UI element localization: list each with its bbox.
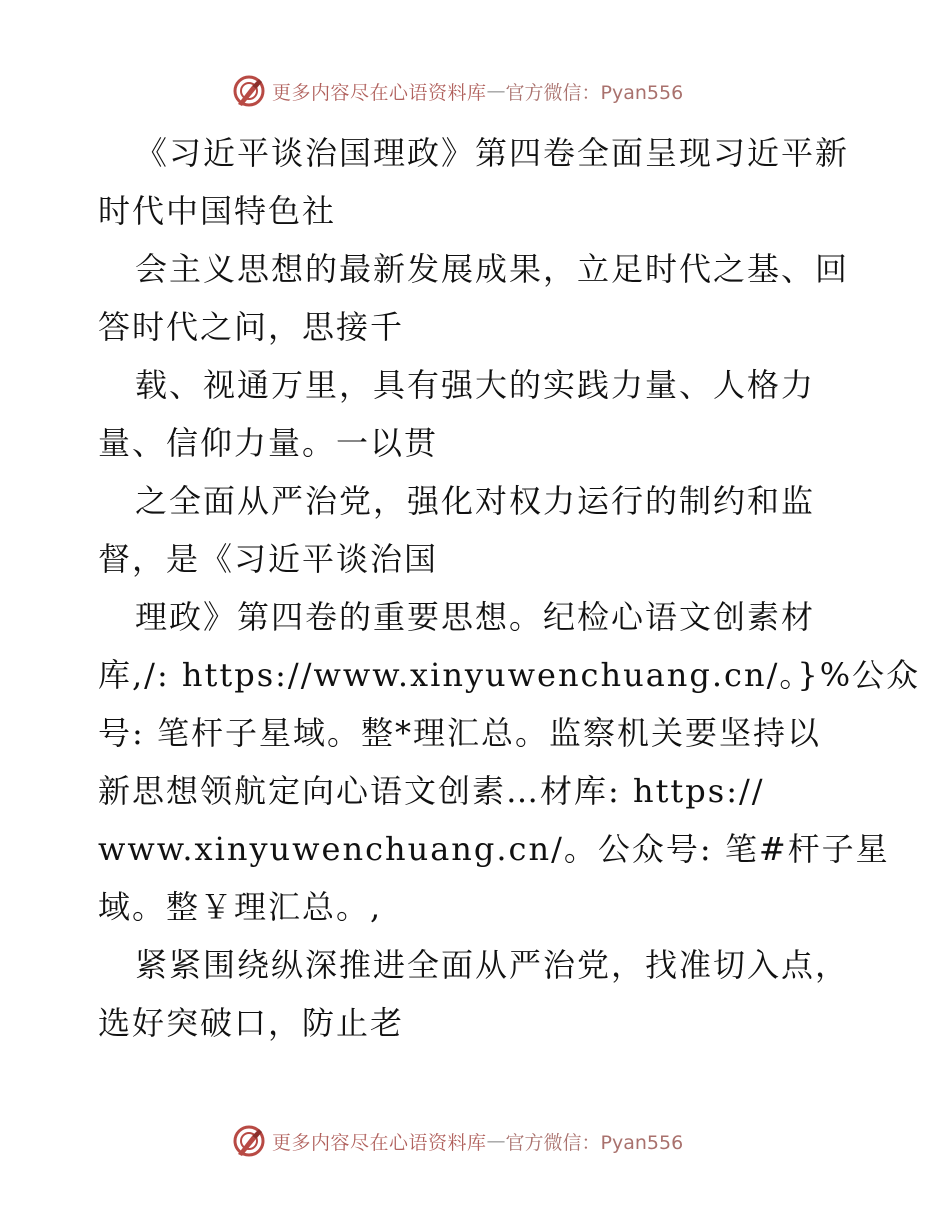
text-line: www.xinyuwenchuang.cn/。公众号: 笔#杆子星 [98,830,890,868]
document-body [98,124,921,1052]
pen-logo-icon [232,74,266,108]
footer-watermark [232,1122,683,1160]
header-watermark [232,72,683,110]
text-line: 域。整￥理汇总。, [98,888,383,926]
text-line: 新思想领航定向心语文创素…材库: https:// [98,772,765,810]
text-line: 库,/: https://www.xinyuwenchuang.cn/。}%公众 [98,656,921,694]
watermark-contact: 官方微信：Pyan556 [505,1131,684,1154]
watermark-separator: — [486,1130,506,1152]
watermark-text: 更多内容尽在心语资料库 [272,81,487,104]
watermark-contact: 官方微信：Pyan556 [505,81,684,104]
text-line: 督，是《习近平谈治国 [98,540,439,578]
text-line: 《习近平谈治国理政》第四卷全面呈现习近平新 [135,134,850,172]
text-line: 量、信仰力量。一以贯 [98,424,439,462]
text-line: 会主义思想的最新发展成果，立足时代之基、回 [135,250,850,288]
text-line: 紧紧围绕纵深推进全面从严治党，找准切入点， [135,946,850,984]
text-line: 载、视通万里，具有强大的实践力量、人格力 [135,366,816,404]
text-line: 答时代之问，思接千 [98,308,405,346]
text-line: 之全面从严治党，强化对权力运行的制约和监 [135,482,816,520]
watermark-text: 更多内容尽在心语资料库 [272,1131,487,1154]
text-line: 号: 笔杆子星域。整*理汇总。监察机关要坚持以 [98,714,821,752]
watermark-separator: — [486,80,506,102]
text-line: 选好突破口，防止老 [98,1004,405,1042]
pen-logo-icon [232,1124,266,1158]
text-line: 理政》第四卷的重要思想。纪检心语文创素材 [135,598,816,636]
text-line: 时代中国特色社 [98,192,337,230]
